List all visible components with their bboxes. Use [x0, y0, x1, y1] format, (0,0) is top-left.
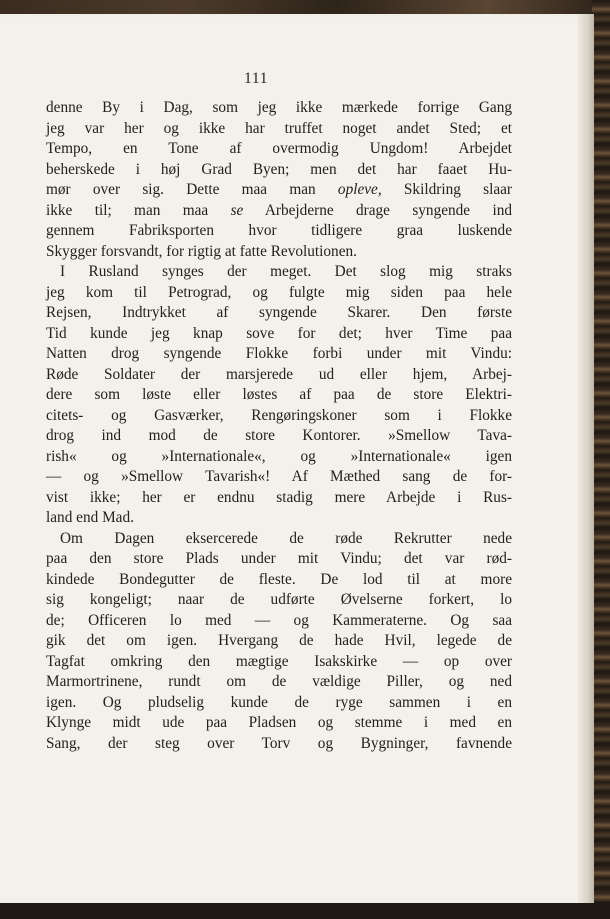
text-line: denne By i Dag, som jeg ikke mærkede forrige Gang: [46, 99, 512, 116]
text-segment: Arbejderne drage syngende ind: [264, 201, 512, 219]
text-line: igen. Og pludselig kunde de ryge sammen i en: [46, 693, 512, 711]
text-segment: ikke til; man maa: [46, 201, 209, 219]
text-line: de; Officeren lo med — og Kammeraterne. Og saa: [46, 611, 512, 629]
text-line: Rejsen, Indtrykket af syngende Skarer. Den første: [46, 304, 512, 321]
text-line: drog ind mod de store Kontorer. »Smellow Tava-: [46, 427, 512, 444]
book-bottom-edge: [0, 902, 610, 919]
text-line: Klynge midt ude paa Pladsen og stemme i med en: [46, 714, 512, 731]
text-line: vist ikke; her er endnu stadig mere Arbejde i Rus-: [46, 488, 512, 506]
text-segment: Skildring slaar: [403, 181, 512, 198]
page-number: 111: [243, 70, 269, 87]
book-spine-edge: [592, 0, 610, 919]
text-line: Natten drog syngende Flokke forbi under mit Vindu:: [46, 345, 512, 362]
text-line: Marmortrinene, rundt om de vældige Piller, og ned: [46, 673, 512, 690]
text-line: jeg var her og ikke har truffet noget andet Sted; et: [46, 119, 512, 137]
text-segment: mør over sig. Dette maa man: [46, 181, 316, 198]
text-line: kindede Bondegutter de fleste. De lod til at more: [46, 570, 512, 588]
text-line: [46, 201, 512, 222]
text-line: paa den store Plads under mit Vindu; det var rød-: [46, 550, 512, 567]
text-line: Tagfat omkring den mægtige Isakskirke — op over: [46, 652, 512, 670]
text-line: Skygger forsvandt, for rigtig at fatte Revolutionen.: [46, 242, 357, 260]
emphasis: se: [230, 201, 244, 219]
text-line: beherskede i høj Grad Byen; men det har faaet Hu-: [46, 160, 512, 178]
text-line: Tid kunde jeg knap sove for det; hver Time paa: [46, 324, 512, 342]
text-line: Tempo, en Tone af overmodig Ungdom! Arbejdet: [46, 140, 512, 157]
text-line: gennem Fabriksporten hvor tidligere graa luskende: [46, 222, 512, 239]
text-line: Røde Soldater der marsjerede ud eller hjem, Arbej-: [46, 365, 512, 383]
text-line: I Rusland synges der meget. Det slog mig straks: [60, 263, 512, 280]
text-line: gik det om igen. Hvergang de hade Hvil, legede de: [46, 632, 512, 649]
page-fold-shadow: [578, 14, 594, 903]
text-line: citets- og Gasværker, Rengøringskoner som i Flokke: [46, 406, 512, 424]
text-line: Sang, der steg over Torv og Bygninger, favnende: [46, 734, 512, 752]
text-line: sig kongeligt; naar de udførte Øvelserne forkert, lo: [46, 591, 512, 608]
text-line: dere som løste eller løstes af paa de store Elektri-: [46, 386, 512, 403]
text-line: land end Mad.: [46, 509, 134, 526]
text-line: jeg kom til Petrograd, og fulgte mig siden paa hele: [46, 283, 512, 301]
emphasis: opleve,: [337, 181, 382, 198]
text-line: — og »Smellow Tavarish«! Af Mæthed sang de for-: [46, 468, 512, 485]
text-line: [46, 180, 512, 201]
text-line: Om Dagen eksercerede de røde Rekrutter nede: [60, 529, 512, 547]
text-line: rish« og »Internationale«, og »Internationale« igen: [46, 447, 512, 465]
body-text: [46, 98, 512, 754]
